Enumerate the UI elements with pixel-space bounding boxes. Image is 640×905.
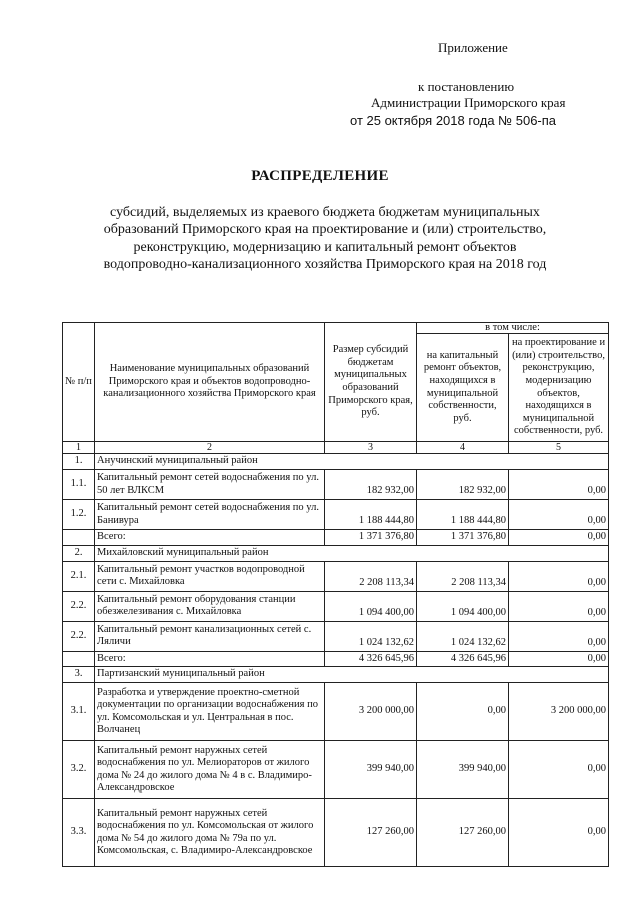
row-repair: 0,00 [417, 683, 509, 741]
row-num: 3.1. [63, 683, 95, 741]
group-num: 2. [63, 545, 95, 561]
row-size: 2 208 113,34 [325, 561, 417, 591]
header-size: Размер субсидий бюджетам муниципальных образований Приморского края, руб. [325, 323, 417, 442]
row-repair: 399 940,00 [417, 741, 509, 799]
row-size: 182 932,00 [325, 470, 417, 500]
row-num: 2.1. [63, 561, 95, 591]
total-repair: 4 326 645,96 [417, 651, 509, 667]
index-3: 3 [325, 442, 417, 454]
total-size: 4 326 645,96 [325, 651, 417, 667]
row-num: 3.2. [63, 741, 95, 799]
row-num: 3.3. [63, 799, 95, 867]
annex-line-2: Администрации Приморского края [371, 95, 566, 110]
annex-line-3: от 25 октября 2018 года № 506-па [350, 113, 557, 128]
row-num: 2.2. [63, 591, 95, 621]
index-5: 5 [509, 442, 609, 454]
row-num: 1.1. [63, 470, 95, 500]
annex-label: Приложение [438, 40, 508, 55]
group-name: Михайловский муниципальный район [95, 545, 609, 561]
row-size: 127 260,00 [325, 799, 417, 867]
row-num: 2.2. [63, 621, 95, 651]
total-construction: 0,00 [509, 530, 609, 546]
header-name: Наименование муниципальных образований Приморского края и объектов водопроводно-канализационного хозяйства Приморского края [95, 323, 325, 442]
row-repair: 1 024 132,62 [417, 621, 509, 651]
row-name: Капитальный ремонт оборудования станции обезжелезивания с. Михайловка [95, 591, 325, 621]
group-row [63, 667, 609, 683]
total-size: 1 371 376,80 [325, 530, 417, 546]
group-row [63, 454, 609, 470]
row-repair: 1 188 444,80 [417, 500, 509, 530]
table-row [63, 561, 609, 591]
index-4: 4 [417, 442, 509, 454]
row-construction: 0,00 [509, 591, 609, 621]
table-row [63, 683, 609, 741]
row-size: 1 094 400,00 [325, 591, 417, 621]
row-name: Капитальный ремонт сетей водоснабжения по ул. Банивура [95, 500, 325, 530]
row-construction: 0,00 [509, 741, 609, 799]
table-row [63, 741, 609, 799]
row-name: Капитальный ремонт наружных сетей водоснабжения по ул. Мелиораторов от жилого дома № 24 до жилого дома № 4 в с. Владимиро-Александровское [95, 741, 325, 799]
column-index-row [63, 442, 609, 454]
header-repair: на капитальный ремонт объектов, находящихся в муниципальной собственности, руб. [417, 334, 509, 442]
row-num: 1.2. [63, 500, 95, 530]
row-name: Капитальный ремонт канализационных сетей с. Ляличи [95, 621, 325, 651]
total-repair: 1 371 376,80 [417, 530, 509, 546]
row-name: Капитальный ремонт наружных сетей водоснабжения по ул. Комсомольская от жилого дома № 54 до жилого дома № 79а по ул. Комсомольская, с. Владимиро-Александровское [95, 799, 325, 867]
row-size: 3 200 000,00 [325, 683, 417, 741]
total-row [63, 651, 609, 667]
header-including: в том числе: [417, 323, 609, 334]
index-2: 2 [95, 442, 325, 454]
row-name: Разработка и утверждение проектно-сметной документации по организации водоснабжения по ул. Комсомольская и ул. Центральная в пос. Волчанец [95, 683, 325, 741]
table-row [63, 799, 609, 867]
row-size: 1 188 444,80 [325, 500, 417, 530]
index-1: 1 [63, 442, 95, 454]
group-name: Анучинский муниципальный район [95, 454, 609, 470]
total-label: Всего: [95, 651, 325, 667]
group-num: 3. [63, 667, 95, 683]
total-label: Всего: [95, 530, 325, 546]
row-size: 1 024 132,62 [325, 621, 417, 651]
row-construction: 0,00 [509, 799, 609, 867]
row-construction: 0,00 [509, 621, 609, 651]
total-construction: 0,00 [509, 651, 609, 667]
document-subtitle: субсидий, выделяемых из краевого бюджета бюджетам муниципальных образований Приморского края на проектирование и (или) строительство, реконструкцию, модернизацию и капитальный ремонт объектов водопроводно-канализационного хозяйства Приморского края на 2018 год [103, 205, 547, 272]
row-construction: 0,00 [509, 561, 609, 591]
row-repair: 2 208 113,34 [417, 561, 509, 591]
row-repair: 127 260,00 [417, 799, 509, 867]
row-size: 399 940,00 [325, 741, 417, 799]
row-construction: 0,00 [509, 470, 609, 500]
total-num [63, 651, 95, 667]
table-row [63, 591, 609, 621]
row-name: Капитальный ремонт участков водопроводной сети с. Михайловка [95, 561, 325, 591]
header-num: № п/п [63, 323, 95, 442]
annex-line-1: к постановлению [418, 79, 515, 94]
row-repair: 182 932,00 [417, 470, 509, 500]
document-title: РАСПРЕДЕЛЕНИЕ [251, 168, 389, 184]
row-construction: 0,00 [509, 500, 609, 530]
table-row [63, 621, 609, 651]
group-row [63, 545, 609, 561]
header-row-1 [63, 323, 609, 334]
row-construction: 3 200 000,00 [509, 683, 609, 741]
group-num: 1. [63, 454, 95, 470]
total-row [63, 530, 609, 546]
header-construction: на проектирование и (или) строительство, реконструкцию, модернизацию объектов, находящихся в муниципальной собственности, руб. [509, 334, 609, 442]
row-name: Капитальный ремонт сетей водоснабжения по ул. 50 лет ВЛКСМ [95, 470, 325, 500]
table-row [63, 470, 609, 500]
table-row [63, 500, 609, 530]
total-num [63, 530, 95, 546]
row-repair: 1 094 400,00 [417, 591, 509, 621]
subsidy-table [62, 322, 609, 867]
group-name: Партизанский муниципальный район [95, 667, 609, 683]
